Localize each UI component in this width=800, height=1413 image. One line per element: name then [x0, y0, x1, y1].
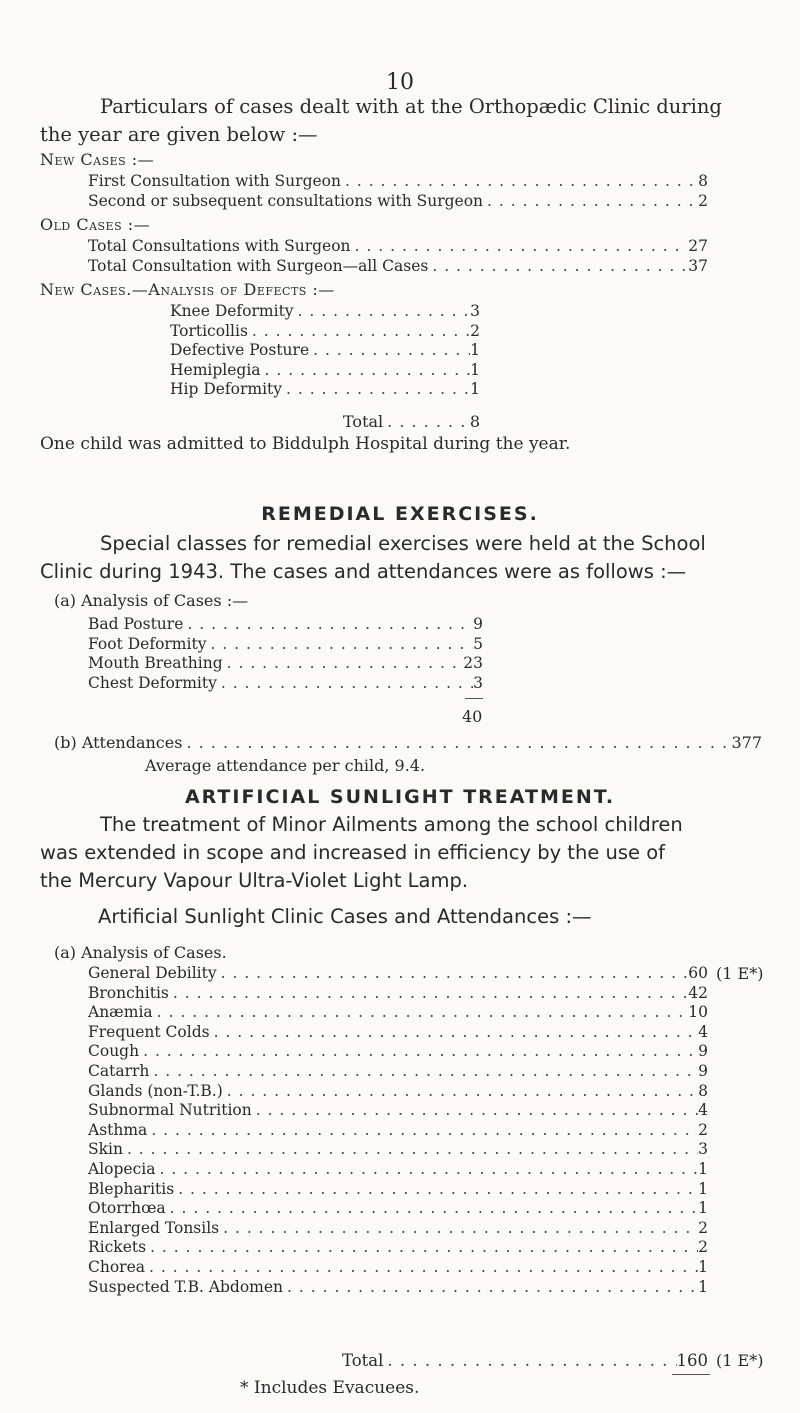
list-item: Bad Posture . . . 9	[88, 615, 483, 635]
page-number: 10	[386, 70, 414, 95]
list-item: Frequent Colds . . . 4	[88, 1023, 708, 1043]
sunlight-clinic-heading: Artificial Sunlight Clinic Cases and Attendances :—	[98, 905, 592, 928]
list-item: Cough . . . 9	[88, 1042, 708, 1062]
list-item: Otorrhœa . . . 1	[88, 1199, 708, 1219]
remedial-list	[88, 615, 483, 693]
list-item: Hip Deformity . . . 1	[170, 380, 480, 400]
list-item: Defective Posture . . . 1	[170, 341, 480, 361]
list-item: Mouth Breathing . . . 23	[88, 654, 483, 674]
new-cases-heading: New Cases :—	[40, 150, 155, 169]
list-item: Alopecia . . . 1	[88, 1160, 708, 1180]
list-item: Chest Deformity . . . 3	[88, 674, 483, 694]
list-item: Skin . . . 3	[88, 1140, 708, 1160]
remedial-total: 40	[462, 707, 483, 726]
intro-line-2: the year are given below :—	[40, 123, 318, 146]
list-item: Bronchitis . . . 42	[88, 984, 708, 1004]
average-attendance: Average attendance per child, 9.4.	[145, 756, 426, 775]
sunlight-total: Total . . . 160	[342, 1351, 708, 1371]
remedial-attendances: (b) Attendances . . . 377	[54, 733, 762, 753]
list-item: Second or subsequent consultations with Surgeon . . . 2	[88, 192, 708, 212]
defects-total: Total . . . 8	[343, 412, 480, 432]
list-item: Subnormal Nutrition . . . 4	[88, 1101, 708, 1121]
list-item: Catarrh . . . 9	[88, 1062, 708, 1082]
list-item: Blepharitis . . . 1	[88, 1180, 708, 1200]
list-item: Total Consultations with Surgeon . . . 27	[88, 237, 708, 257]
remedial-analysis-heading: (a) Analysis of Cases :—	[54, 591, 249, 610]
list-item: Chorea . . . 1	[88, 1258, 708, 1278]
list-item: Suspected T.B. Abdomen . . . 1	[88, 1278, 708, 1298]
old-cases-heading: Old Cases :—	[40, 215, 151, 234]
intro-paragraph	[40, 93, 790, 149]
list-item: General Debility . . . 60	[88, 964, 708, 984]
footnote: * Includes Evacuees.	[240, 1378, 420, 1398]
sunlight-analysis-heading: (a) Analysis of Cases.	[54, 943, 227, 962]
old-cases-list	[88, 237, 708, 276]
list-item: Glands (non-T.B.) . . . 8	[88, 1082, 708, 1102]
admission-note: One child was admitted to Biddulph Hospital during the year.	[40, 434, 571, 454]
sunlight-list	[88, 964, 708, 1297]
list-item: Knee Deformity . . . 3	[170, 302, 480, 322]
remedial-title: REMEDIAL EXERCISES.	[261, 503, 539, 525]
list-item: Total Consultation with Surgeon—all Cases . . . 37	[88, 257, 708, 277]
total-note: (1 E*)	[716, 1351, 764, 1370]
new-cases-list	[88, 172, 708, 211]
list-item: Torticollis . . . 2	[170, 322, 480, 342]
list-item: Enlarged Tonsils . . . 2	[88, 1219, 708, 1239]
debility-note: (1 E*)	[716, 964, 764, 983]
footnote-rule	[672, 1374, 710, 1375]
list-item: Anæmia . . . 10	[88, 1003, 708, 1023]
sunlight-paragraph: The treatment of Minor Ailments among the school children was extended in scope and increased in efficiency by the use of the Mercury Vapour Ultra-Violet Light Lamp.	[40, 813, 683, 892]
list-item: Rickets . . . 2	[88, 1238, 708, 1258]
remedial-paragraph: Special classes for remedial exercises were held at the School Clinic during 1943. The cases and attendances were as follows :—	[40, 532, 706, 583]
defects-heading: New Cases.—Analysis of Defects :—	[40, 280, 335, 299]
list-item: First Consultation with Surgeon . . . 8	[88, 172, 708, 192]
defects-list	[170, 302, 480, 400]
intro-line-1: Particulars of cases dealt with at the Orthopædic Clinic during	[100, 95, 722, 118]
sum-rule	[465, 698, 483, 699]
list-item: Foot Deformity . . . 5	[88, 635, 483, 655]
list-item: Asthma . . . 2	[88, 1121, 708, 1141]
sunlight-title: ARTIFICIAL SUNLIGHT TREATMENT.	[184, 786, 616, 808]
list-item: Hemiplegia . . . 1	[170, 361, 480, 381]
